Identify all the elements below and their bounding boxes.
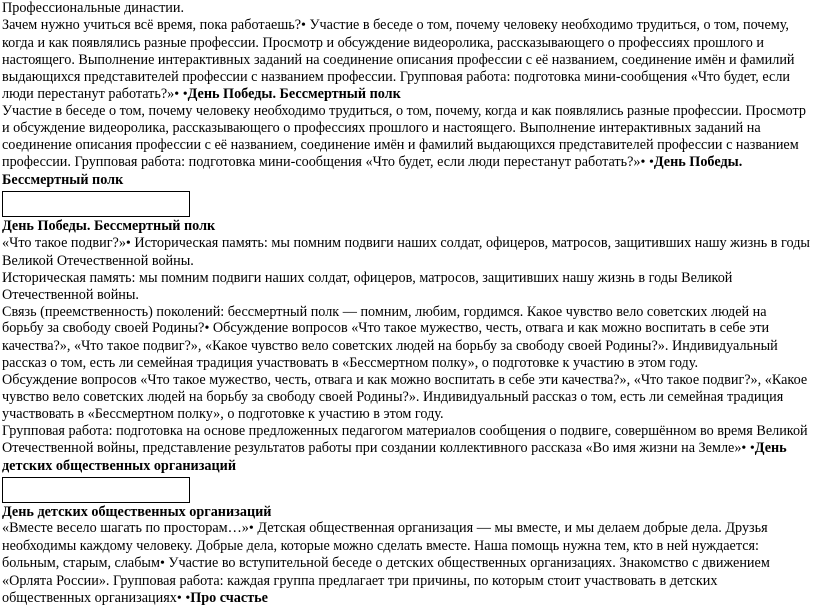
bullet-icon: • (248, 521, 254, 537)
paragraph-historical-memory (2, 270, 810, 304)
paragraph-text: Зачем нужно учиться всё время, пока работаешь? (2, 16, 302, 33)
paragraph-walk-together (2, 520, 810, 608)
paragraph-text: Участие во вступительной беседе о детских общественных организациях. Знакомство с движением «Орлята России». Групповая работа: каждая группа предлагает три причины, по которым стоит участвовать в детских общественных организациях (2, 555, 770, 607)
section-heading-victory-day (2, 218, 810, 235)
next-topic-label: День детских общественных организаций (2, 439, 787, 474)
bullet-icon: • (125, 235, 131, 251)
next-topic-label: День Победы. Бессмертный полк (2, 154, 743, 189)
paragraph-text: Историческая память: мы помним подвиги наших солдат, офицеров, матросов, защитивших нашу жизнь в годы Великой Отечественной войны. (2, 234, 810, 269)
bullet-icon: • (176, 591, 182, 607)
bullet-icon: • (182, 86, 188, 102)
section-heading-children-organizations (2, 504, 810, 521)
paragraph-text: Связь (преемственность) поколений: бессмертный полк — помним, любим, гордимся. Какое чувство вело советских людей на борьбу за свободу своей Родины? (2, 303, 767, 337)
heading-text: День детских общественных организаций (2, 503, 272, 520)
paragraph-group-work (2, 423, 810, 475)
paragraph-text: Участие в беседе о том, почему человеку необходимо трудиться, о том, почему, когда и как появлялись разные профессии. Просмотр и обсуждение видеоролика, рассказывающего о профессиях прошлого и настоящего. Выполнение интерактивных заданий на соединение описания профессии с её названием, соединение имён и фамилий выдающихся представителей профессии с названием профессии. Групповая работа: подготовка мини-сообщения «Что будет, если люди перестанут работать?» (2, 103, 806, 171)
bullet-icon: • (741, 440, 747, 456)
paragraph-what-is-feat (2, 235, 810, 270)
heading-text: День Победы. Бессмертный полк (2, 217, 216, 234)
paragraph-text: Детская общественная организация — мы вместе, и мы делаем добрые дела. Друзья необходимы каждому человеку. Добрые дела, которые можно сделать вместе. Наша помощь нужна тем, кто в ней нуждается: больным, старым, слабым (2, 520, 768, 572)
bullet-icon: • (159, 556, 165, 572)
paragraph-text: «Что такое подвиг?» (2, 234, 126, 251)
paragraph-text: Участие в беседе о том, почему человеку необходимо трудиться, о том, почему, когда и как появлялись разные профессии. Просмотр и обсуждение видеоролика, рассказывающего о профессиях прошлого и настоящего. Выполнение интерактивных заданий на соединение описания профессии с её названием, соединение имён и фамилий выдающихся представителей профессии с названием профессии. Групповая работа: подготовка мини-сообщения «Что будет, если люди перестанут работать?» (2, 16, 795, 102)
empty-text-box (2, 191, 190, 217)
next-topic-label: День Победы. Бессмертный полк (187, 85, 401, 102)
paragraph-text: «Вместе весело шагать по просторам…» (2, 520, 249, 537)
paragraph-why-learn (2, 17, 810, 104)
next-topic-label: Про счастье (190, 590, 268, 607)
bullet-icon: • (185, 591, 191, 607)
empty-text-box (2, 477, 190, 503)
bullet-icon: • (749, 440, 755, 456)
bullet-icon: • (648, 155, 654, 171)
paragraph-text: Историческая память: мы помним подвиги наших солдат, офицеров, матросов, защитивших нашу жизнь в годы Великой Отечественной войны. (2, 269, 733, 303)
line-text: Профессиональные династии. (2, 0, 185, 16)
paragraph-text: Обсуждение вопросов «Что такое мужество, честь, отвага и как можно воспитать в себе эти качества?», «Что такое подвиг?», «Какое чувство вело советских людей на борьбу за свободу своей Родины?». Индивидуальный рассказ о том, есть ли семейная традиция участвовать в «Бессмертном полку», о подготовке к участию в этом году. (2, 320, 778, 372)
paragraph-generations (2, 304, 810, 373)
paragraph-text: Групповая работа: подготовка на основе предложенных педагогом материалов сообщения о подвиге, совершённом во время Великой Отечественной войны, представление результатов работы при создании коллективного рассказа «Во имя жизни на Земле» (2, 422, 808, 456)
paragraph-text: Обсуждение вопросов «Что такое мужество, честь, отвага и как можно воспитать в себе эти качества?», «Что такое подвиг?», «Какое чувство вело советских людей на борьбу за свободу своей Родины?». Индивидуальный рассказ о том, есть ли семейная традиция участвовать в «Бессмертном полку», о подготовке к участию в этом году. (2, 372, 808, 422)
bullet-icon: • (204, 321, 210, 337)
bullet-icon: • (174, 86, 180, 102)
bullet-icon: • (640, 155, 646, 171)
paragraph-labor-discussion (2, 103, 810, 189)
line-professional-dynasties (2, 0, 810, 17)
paragraph-discussion-questions (2, 372, 810, 423)
bullet-icon: • (301, 17, 306, 33)
